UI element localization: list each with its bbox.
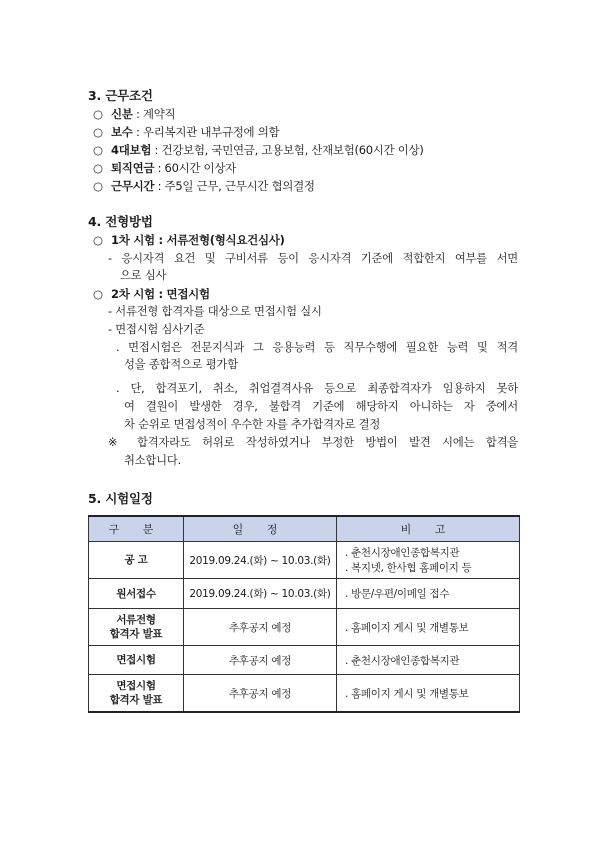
circle-bullet-icon: ○ bbox=[93, 287, 103, 301]
section-3-heading: 3. 근무조건 bbox=[88, 88, 153, 103]
schedule-table bbox=[88, 515, 520, 713]
note-line1: ※ 합격자라도 허위로 작성하였거나 부정한 방법이 발견 시에는 합격을 bbox=[108, 436, 518, 449]
circle-bullet-icon: ○ bbox=[93, 107, 103, 121]
test1-desc-line2: 으로 심사 bbox=[120, 269, 167, 282]
criteria2-line3: 차 순위로 면접성적이 우수한 자를 추가합격자로 결정 bbox=[124, 418, 381, 431]
circle-bullet-icon: ○ bbox=[93, 161, 103, 175]
section-5-heading: 5. 시험일정 bbox=[88, 491, 153, 506]
row-date: 2019.09.24.(화) ~ 10.03.(화) bbox=[184, 579, 337, 609]
header-category: 구 분 bbox=[89, 516, 184, 542]
condition-insurance: ○ 4대보험 : 건강보험, 국민연금, 고용보험, 산재보험(60시간 이상) bbox=[93, 143, 424, 157]
table-row bbox=[89, 646, 520, 675]
condition-hours: ○ 근무시간 : 주5일 근무, 근무시간 협의결정 bbox=[93, 179, 315, 193]
row-label: 면접시험 합격자 발표 bbox=[89, 675, 184, 713]
note-line2: 취소합니다. bbox=[124, 454, 181, 467]
header-remarks: 비 고 bbox=[337, 516, 520, 542]
row-notes: . 홈페이지 게시 및 개별통보 bbox=[337, 609, 520, 646]
criteria2-line2: 여 결원이 발생한 경우, 불합격 기준에 해당하지 아니하는 자 중에서 bbox=[124, 400, 518, 413]
table-header-row bbox=[89, 516, 520, 542]
row-date: 2019.09.24.(화) ~ 10.03.(화) bbox=[184, 542, 337, 579]
row-label: 원서접수 bbox=[89, 579, 184, 609]
test1-desc-line1: - 응시자격 요건 및 구비서류 등이 응시자격 기준에 적합한지 여부를 서면 bbox=[108, 252, 518, 265]
test2-title: ○ 2차 시험 : 면접시험 bbox=[93, 287, 210, 301]
row-date: 추후공지 예정 bbox=[184, 646, 337, 675]
header-schedule: 일 정 bbox=[184, 516, 337, 542]
condition-pension: ○ 퇴직연금 : 60시간 이상자 bbox=[93, 161, 236, 175]
row-date: 추후공지 예정 bbox=[184, 675, 337, 713]
row-notes: . 홈페이지 게시 및 개별통보 bbox=[337, 675, 520, 713]
row-notes: . 춘천시장애인종합복지관 bbox=[337, 646, 520, 675]
row-notes: . 방문/우편/이메일 접수 bbox=[337, 579, 520, 609]
row-label: 서류전형 합격자 발표 bbox=[89, 609, 184, 646]
test2-desc1: - 서류전형 합격자를 대상으로 면접시험 실시 bbox=[108, 305, 322, 318]
row-notes: . 춘천시장애인종합복지관 . 복지넷, 한사협 홈페이지 등 bbox=[337, 542, 520, 579]
circle-bullet-icon: ○ bbox=[93, 143, 103, 157]
circle-bullet-icon: ○ bbox=[93, 233, 103, 247]
row-label: 공 고 bbox=[89, 542, 184, 579]
row-date: 추후공지 예정 bbox=[184, 609, 337, 646]
circle-bullet-icon: ○ bbox=[93, 179, 103, 193]
circle-bullet-icon: ○ bbox=[93, 125, 103, 139]
table-row bbox=[89, 542, 520, 579]
criteria1-line1: . 면접시험은 전문지식과 그 응용능력 등 직무수행에 필요한 능력 및 적격 bbox=[116, 341, 518, 354]
section-4-heading: 4. 전형방법 bbox=[88, 214, 153, 229]
test1-title: ○ 1차 시험 : 서류전형(형식요건심사) bbox=[93, 233, 285, 247]
table-row bbox=[89, 609, 520, 646]
table-row bbox=[89, 579, 520, 609]
condition-status: ○ 신분 : 계약직 bbox=[93, 107, 176, 121]
condition-pay: ○ 보수 : 우리복지관 내부규정에 의함 bbox=[93, 125, 280, 139]
table-row bbox=[89, 675, 520, 713]
criteria1-line2: 성을 종합적으로 평가함 bbox=[124, 358, 238, 371]
test2-desc2: - 면접시험 심사기준 bbox=[108, 323, 205, 336]
criteria2-line1: . 단, 합격포기, 취소, 취업결격사유 등으로 최종합격자가 임용하지 못하 bbox=[116, 382, 518, 395]
row-label: 면접시험 bbox=[89, 646, 184, 675]
